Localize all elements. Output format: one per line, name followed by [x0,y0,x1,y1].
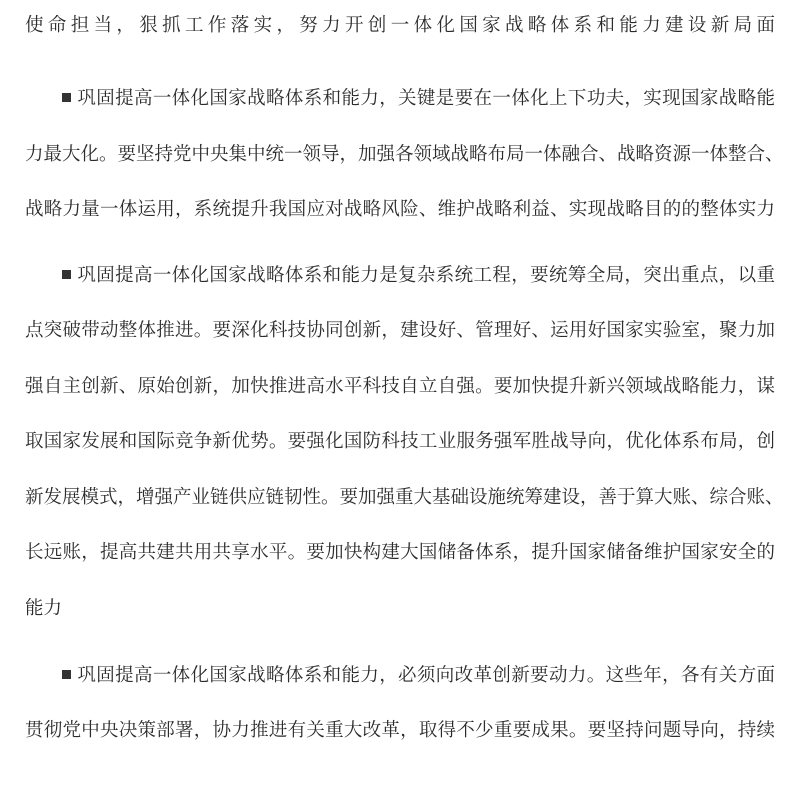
heading-line: 使命担当，狠抓工作落实，努力开创一体化国家战略体系和能力建设新局面 [25,15,775,36]
paragraph-2-line-2: 点突破带动整体推进。要深化科技协同创新，建设好、管理好、运用好国家实验室，聚力加 [25,320,775,341]
paragraph-3-line-1 [62,664,775,688]
paragraph-2-line-7: 能力 [25,598,63,619]
paragraph-line-text: 巩固提高一体化国家战略体系和能力是复杂系统工程，要统筹全局，突出重点，以重 [77,265,775,286]
square-bullet-icon [62,670,71,679]
paragraph-2-line-1 [62,264,775,288]
paragraph-2-line-4: 取国家发展和国际竞争新优势。要强化国防科技工业服务强军胜战导向，优化体系布局，创 [25,431,775,452]
paragraph-line-text: 巩固提高一体化国家战略体系和能力，关键是要在一体化上下功夫，实现国家战略能 [77,88,775,109]
paragraph-1-line-1 [62,87,775,111]
paragraph-1-line-3: 战略力量一体运用，系统提升我国应对战略风险、维护战略利益、实现战略目的的整体实力 [25,199,775,220]
square-bullet-icon [62,93,71,102]
paragraph-2-line-5: 新发展模式，增强产业链供应链韧性。要加强重大基础设施统筹建设，善于算大账、综合账、 [25,487,784,508]
square-bullet-icon [62,270,71,279]
paragraph-3-line-2: 贯彻党中央决策部署，协力推进有关重大改革，取得不少重要成果。要坚持问题导向，持续 [25,720,775,741]
paragraph-2-line-6: 长远账，提高共建共用共享水平。要加快构建大国储备体系，提升国家储备维护国家安全的 [25,542,775,563]
paragraph-line-text: 巩固提高一体化国家战略体系和能力，必须向改革创新要动力。这些年，各有关方面 [77,665,775,686]
paragraph-1-line-2: 力最大化。要坚持党中央集中统一领导，加强各领域战略布局一体融合、战略资源一体整合、 [25,144,784,165]
paragraph-2-line-3: 强自主创新、原始创新，加快推进高水平科技自立自强。要加快提升新兴领域战略能力，谋 [25,376,775,397]
